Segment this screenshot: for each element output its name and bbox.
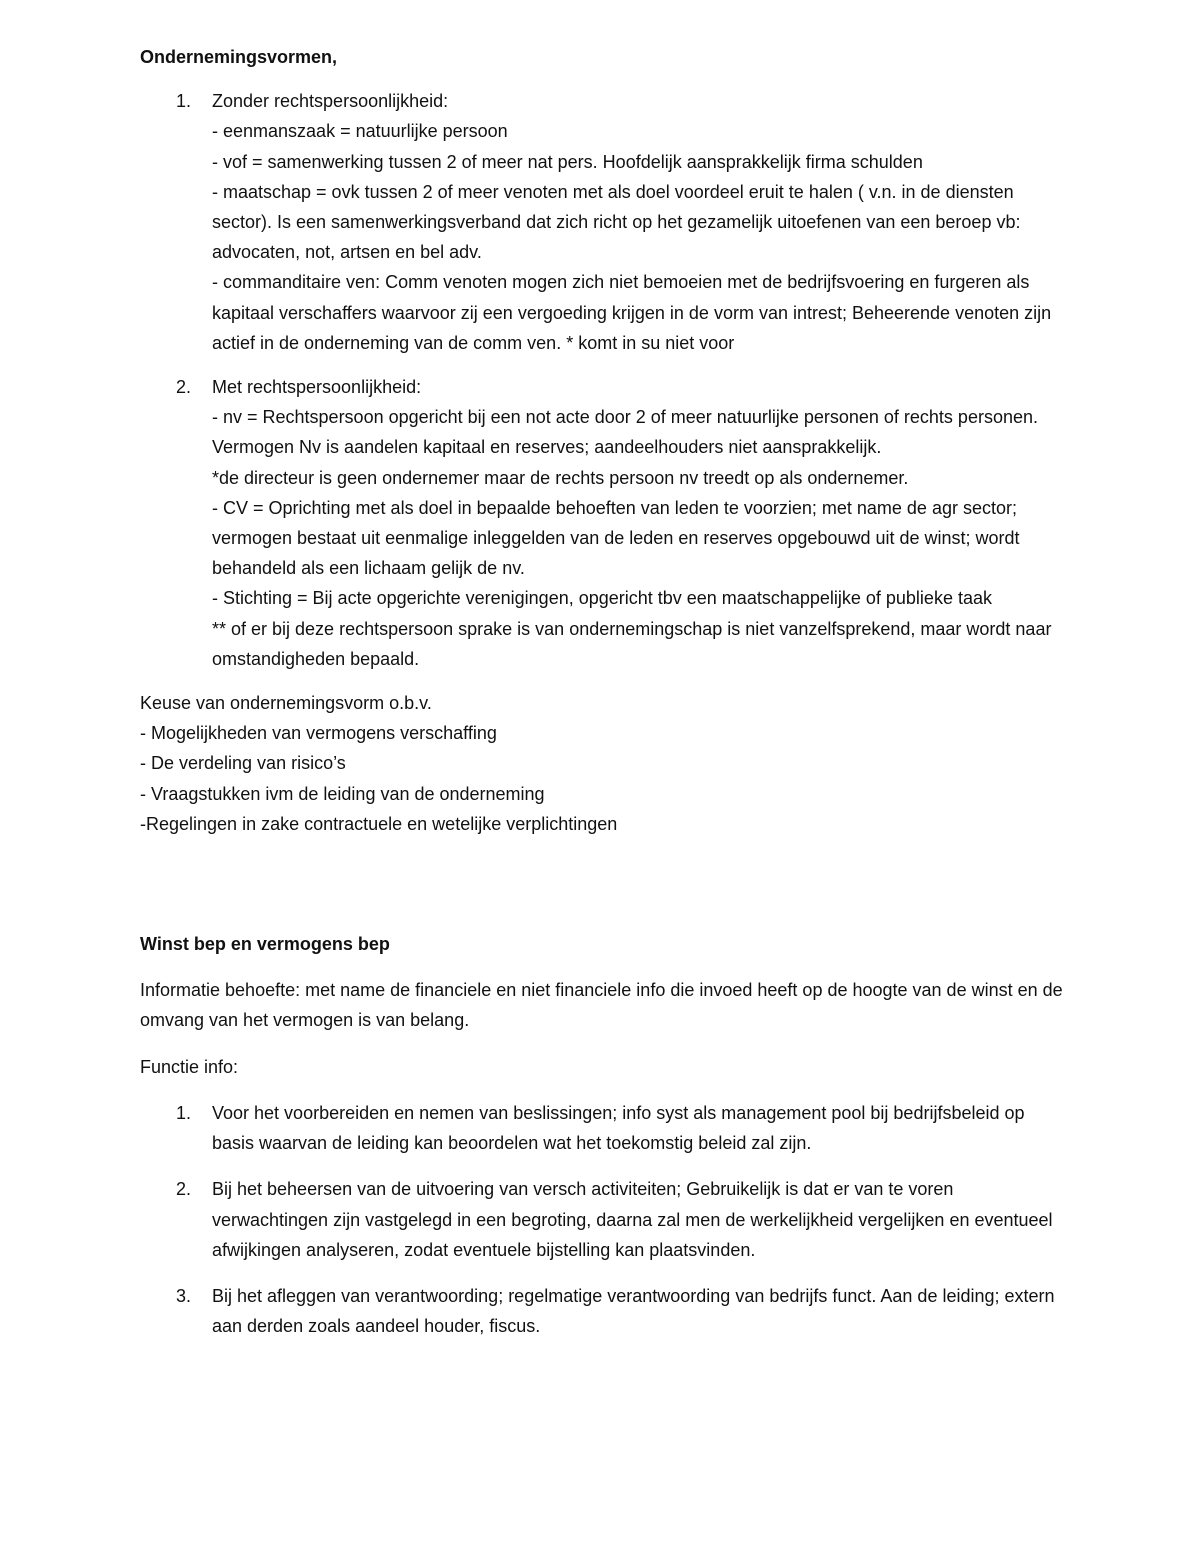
numbered-item	[140, 1281, 1070, 1341]
item-heading: Met rechtspersoonlijkheid:	[212, 377, 422, 398]
item-line: - eenmanszaak = natuurlijke persoon	[212, 121, 508, 142]
document-body	[140, 42, 1070, 1341]
item-number: 3.	[176, 1285, 192, 1306]
item-text: Bij het beheersen van de uitvoering van versch activiteiten; Gebruikelijk is dat er van te voren verwachtingen zijn vastgelegd in een begroting, daarna zal men de werkelijkheid vergelijken en eventueel afwijkingen analyseren, zodat eventuele bijstelling kan plaatsvinden.	[212, 1179, 1053, 1260]
item-line: - nv = Rechtspersoon opgericht bij een not acte door 2 of meer natuurlijke personen of rechts personen. Vermogen Nv is aandelen kapitaal en reserves; aandeelhouders niet aansprakkelijk.	[212, 407, 1038, 458]
item-text: Voor het voorbereiden en nemen van beslissingen; info syst als management pool bij bedrijfsbeleid op basis waarvan de leiding kan beoordelen wat het toekomstig beleid zal zijn.	[212, 1102, 1025, 1154]
keuse-line: - De verdeling van risico’s	[140, 753, 346, 774]
item-text: Bij het afleggen van verantwoording; regelmatige verantwoording van bedrijfs funct. Aan de leiding; extern aan derden zoals aandeel houder, fiscus.	[212, 1285, 1055, 1337]
document-title: Ondernemingsvormen,	[140, 47, 338, 67]
item-line: ** of er bij deze rechtspersoon sprake is van ondernemingschap is niet vanzelfsprekend, maar wordt naar omstandigheden bepaald.	[212, 618, 1052, 669]
functie-heading: Functie info:	[140, 1056, 239, 1077]
keuse-line: - Mogelijkheden van vermogens verschaffing	[140, 723, 497, 744]
numbered-item	[140, 86, 1070, 358]
numbered-item	[140, 1174, 1070, 1265]
keuse-line: -Regelingen in zake contractuele en wetelijke verplichtingen	[140, 813, 618, 834]
item-heading: Zonder rechtspersoonlijkheid:	[212, 91, 449, 112]
keuse-block	[140, 688, 1070, 839]
numbered-item	[140, 1098, 1070, 1158]
numbered-item	[140, 372, 1070, 674]
item-line: *de directeur is geen ondernemer maar de rechts persoon nv treedt op als ondernemer.	[212, 467, 909, 488]
item-line: - Stichting = Bij acte opgerichte verenigingen, opgericht tbv een maatschappelijke of publieke taak	[212, 588, 992, 609]
item-number: 1.	[176, 91, 192, 112]
item-number: 2.	[176, 1179, 192, 1200]
keuse-heading: Keuse van ondernemingsvorm o.b.v.	[140, 693, 432, 714]
info-paragraph: Informatie behoefte: met name de financiele en niet financiele info die invoed heeft op de hoogte van de winst en de omvang van het vermogen is van belang.	[140, 980, 1063, 1031]
keuse-line: - Vraagstukken ivm de leiding van de onderneming	[140, 783, 545, 804]
item-line: - vof = samenwerking tussen 2 of meer nat pers. Hoofdelijk aansprakkelijk firma schulden	[212, 151, 923, 172]
item-number: 1.	[176, 1102, 192, 1123]
item-line: - CV = Oprichting met als doel in bepaalde behoeften van leden te voorzien; met name de agr sector; vermogen bestaat uit eenmalige inleggelden van de leden en reserves opgebouwd uit de winst; wordt behandeld als een lichaam gelijk de nv.	[212, 497, 1020, 579]
item-number: 2.	[176, 377, 192, 398]
item-line: - commanditaire ven: Comm venoten mogen zich niet bemoeien met de bedrijfsvoering en furgeren als kapitaal verschaffers waarvoor zij een vergoeding krijgen in de vorm van intrest; Beheerende venoten zijn actief in de onderneming van de comm ven. * komt in su niet voor	[212, 272, 1052, 353]
item-line: - maatschap = ovk tussen 2 of meer venoten met als doel voordeel eruit te halen ( v.n. in de diensten sector). Is een samenwerkingsverband dat zich richt op het gezamelijk uitoefenen van een beroep vb: advocaten, not, artsen en bel adv.	[212, 181, 1021, 263]
section-title: Winst bep en vermogens bep	[140, 934, 390, 955]
